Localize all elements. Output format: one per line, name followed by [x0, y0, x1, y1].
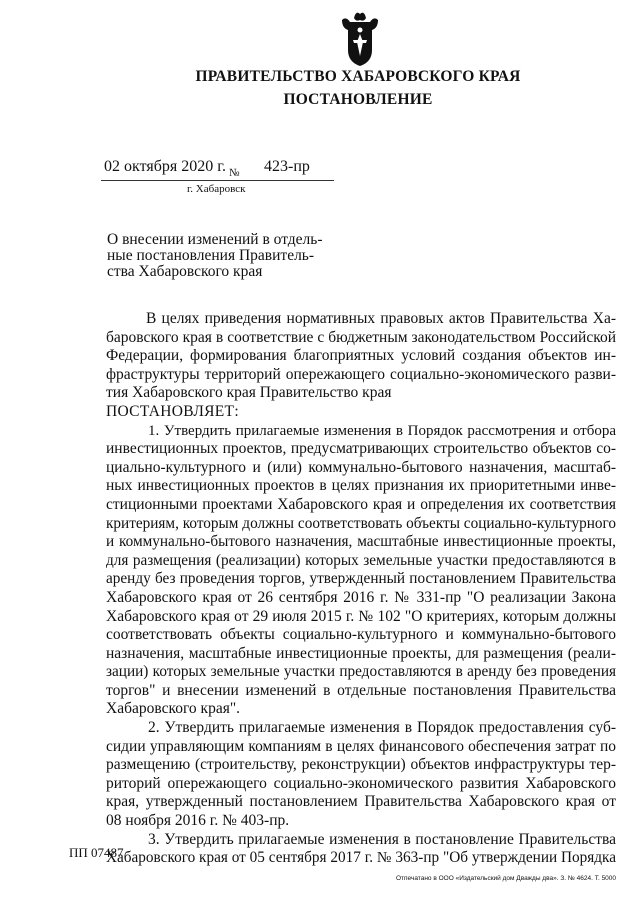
document-code: ПП 07487	[69, 845, 124, 860]
subject-line: ства Хабаровского края	[107, 263, 263, 280]
body-line: размещению (строительству, реконструкции) объектов инфраструктуры тер-	[106, 756, 616, 774]
body-line: В целях приведения нормативных правовых актов Правительства Ха-	[146, 310, 616, 327]
body-line: сидии управляющим компаниям в целях финансового обеспечения затрат по	[106, 737, 616, 755]
body-line: ПОСТАНОВЛЯЕТ:	[106, 402, 239, 420]
body-line: Федерации, формирования благоприятных условий создания объектов ин-	[106, 347, 616, 365]
body-line: фраструктуры территорий опережающего социально-экономического разви-	[106, 365, 616, 383]
printer-imprint: Отпечатано в ООО «Издательский дом Дважды два». З. № 4624. Т. 5000	[396, 875, 617, 882]
document-city: г. Хабаровск	[187, 183, 246, 195]
body-line: Хабаровского края".	[106, 700, 241, 718]
subject-line: О внесении изменений в отдель-	[107, 231, 323, 248]
body-line: 3. Утвердить прилагаемые изменения в постановление Правительства	[148, 830, 616, 848]
body-line: риторий опережающего социально-экономического развития Хабаровского	[106, 774, 616, 792]
document-subject	[107, 232, 332, 280]
body-line: Хабаровского края от 26 сентября 2016 г. № 331-пр "О реализации Закона	[106, 588, 616, 606]
body-line: назначения, масштабные инвестиционные проекты, для размещения (реали-	[106, 644, 616, 662]
number-sign: №	[229, 167, 240, 179]
org-title: ПРАВИТЕЛЬСТВО ХАБАРОВСКОГО КРАЯ	[195, 68, 521, 85]
doc-type-title: ПОСТАНОВЛЕНИЕ	[283, 91, 433, 108]
body-line: тия Хабаровского края Правительство края	[106, 384, 392, 402]
body-line: 08 ноября 2016 г. № 403-пр.	[106, 812, 290, 830]
body-line: Хабаровского края от 29 июля 2015 г. № 102 "О критериях, которым должны	[106, 607, 616, 625]
body-line: баровского края в соответствие с бюджетным законодательством Российской	[106, 328, 616, 346]
body-line: торгов" и внесении изменений в отдельные постановления Правительства	[106, 681, 616, 699]
body-line: соответствовать объекты социально-культурного и коммунально-бытового	[106, 626, 616, 644]
coat-of-arms-emblem	[334, 8, 386, 68]
body-line: стиционными проектами Хабаровского края и определения их соответствия	[106, 495, 616, 513]
body-line: инвестиционных проектов, предусматривающих строительство объектов со-	[106, 440, 616, 458]
date-underline	[101, 180, 334, 181]
body-line: и коммунально-бытового назначения, масштабные инвестиционные проекты,	[106, 533, 616, 551]
document-date: 02 октября 2020 г.	[104, 158, 226, 175]
body-line: 2. Утвердить прилагаемые изменения в Порядок предоставления суб-	[148, 719, 616, 737]
body-line: Хабаровского края от 05 сентября 2017 г. № 363-пр "Об утверждении Порядка	[106, 849, 616, 867]
body-line: края, утвержденный постановлением Правительства Хабаровского края от	[106, 793, 616, 811]
body-line: циально-культурного и (или) коммунально-бытового назначения, масштаб-	[106, 458, 616, 476]
body-line: критериям, которым должны соответствовать объекты социально-культурного	[106, 514, 616, 532]
body-line: ных инвестиционных проектов в целях признания их приоритетными инве-	[106, 477, 616, 495]
body-line: аренду без проведения торгов, утвержденный постановлением Правительства	[106, 570, 616, 588]
body-line: зации) которых земельные участки предоставляются в аренду без проведения	[106, 663, 616, 681]
document-body	[106, 310, 616, 868]
document-number: 423-пр	[264, 158, 310, 175]
subject-line: ные постановления Правитель-	[107, 247, 315, 264]
body-line: 1. Утвердить прилагаемые изменения в Порядок рассмотрения и отбора	[148, 422, 616, 439]
body-line: для размещения (реализации) которых земельные участки предоставляются в	[106, 551, 616, 569]
